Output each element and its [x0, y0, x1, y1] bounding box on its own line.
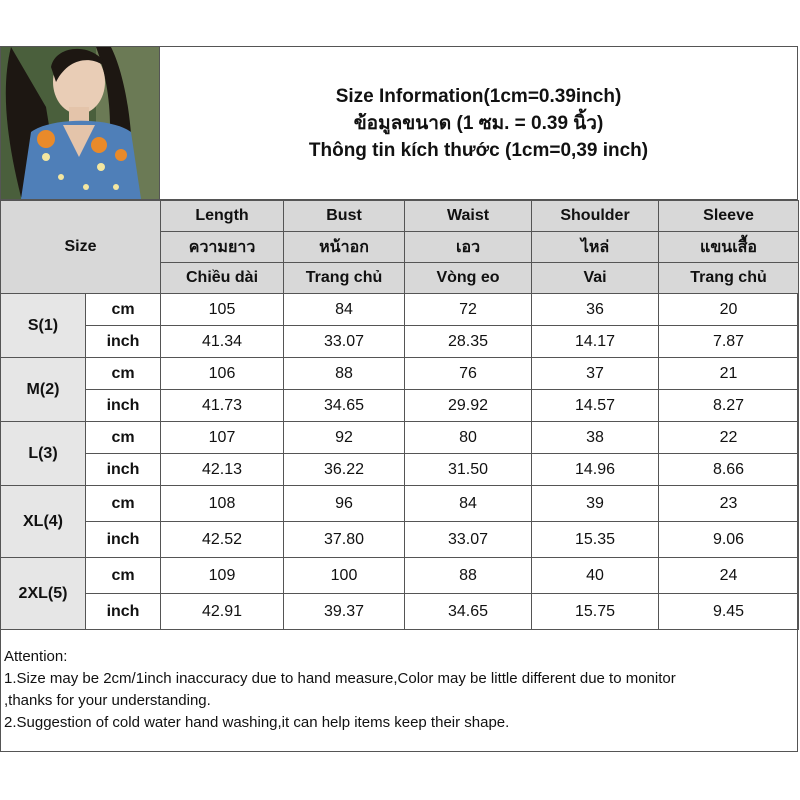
cell-sleeve-cm: 24: [659, 558, 799, 594]
col-length-th: ความยาว: [161, 232, 284, 263]
product-photo: [1, 47, 160, 200]
cell-shoulder-cm: 36: [532, 294, 659, 326]
size-label: XL(4): [1, 486, 86, 558]
attention-title: Attention:: [4, 648, 68, 665]
cell-waist-inch: 28.35: [405, 326, 532, 358]
col-sleeve-vi: Trang chủ: [659, 263, 799, 294]
cell-bust-cm: 96: [284, 486, 405, 522]
table-row: [1, 294, 799, 326]
unit-cm: cm: [86, 486, 161, 522]
unit-inch: inch: [86, 594, 161, 630]
cell-bust-inch: 34.65: [284, 390, 405, 422]
cell-length-cm: 106: [161, 358, 284, 390]
cell-shoulder-cm: 39: [532, 486, 659, 522]
unit-cm: cm: [86, 558, 161, 594]
cell-waist-inch: 31.50: [405, 454, 532, 486]
cell-bust-cm: 92: [284, 422, 405, 454]
cell-waist-inch: 29.92: [405, 390, 532, 422]
cell-sleeve-inch: 7.87: [659, 326, 799, 358]
col-bust-vi: Trang chủ: [284, 263, 405, 294]
cell-length-inch: 42.91: [161, 594, 284, 630]
cell-sleeve-cm: 21: [659, 358, 799, 390]
col-waist-en: Waist: [405, 201, 532, 232]
cell-sleeve-inch: 8.66: [659, 454, 799, 486]
unit-cm: cm: [86, 294, 161, 326]
note-line-2: ,thanks for your understanding.: [4, 692, 211, 709]
cell-bust-inch: 37.80: [284, 522, 405, 558]
cell-shoulder-inch: 14.17: [532, 326, 659, 358]
cell-length-inch: 41.73: [161, 390, 284, 422]
cell-sleeve-cm: 22: [659, 422, 799, 454]
cell-waist-cm: 80: [405, 422, 532, 454]
cell-bust-cm: 88: [284, 358, 405, 390]
cell-bust-cm: 100: [284, 558, 405, 594]
col-sleeve-en: Sleeve: [659, 201, 799, 232]
unit-inch: inch: [86, 326, 161, 358]
cell-length-inch: 42.13: [161, 454, 284, 486]
table-row: [1, 594, 799, 630]
attention-notes: [4, 646, 796, 734]
size-info-vietnamese: Thông tin kích thước (1cm=0,39 inch): [308, 139, 649, 161]
size-info-english: Size Information(1cm=0.39inch): [335, 85, 622, 107]
unit-inch: inch: [86, 454, 161, 486]
cell-shoulder-cm: 38: [532, 422, 659, 454]
table-row: [1, 558, 799, 594]
table-row: [1, 522, 799, 558]
cell-shoulder-cm: 37: [532, 358, 659, 390]
unit-inch: inch: [86, 522, 161, 558]
cell-length-cm: 105: [161, 294, 284, 326]
cell-shoulder-inch: 14.96: [532, 454, 659, 486]
table-row: [1, 358, 799, 390]
table-row: [1, 454, 799, 486]
cell-length-inch: 42.52: [161, 522, 284, 558]
col-waist-th: เอว: [405, 232, 532, 263]
cell-sleeve-inch: 8.27: [659, 390, 799, 422]
table-row: [1, 326, 799, 358]
cell-waist-cm: 84: [405, 486, 532, 522]
cell-waist-cm: 76: [405, 358, 532, 390]
header-row-english: [1, 201, 799, 232]
cell-waist-cm: 72: [405, 294, 532, 326]
col-shoulder-en: Shoulder: [532, 201, 659, 232]
cell-sleeve-inch: 9.45: [659, 594, 799, 630]
cell-waist-cm: 88: [405, 558, 532, 594]
size-label: S(1): [1, 294, 86, 358]
col-bust-en: Bust: [284, 201, 405, 232]
cell-sleeve-inch: 9.06: [659, 522, 799, 558]
col-length-vi: Chiều dài: [161, 263, 284, 294]
cell-sleeve-cm: 20: [659, 294, 799, 326]
unit-cm: cm: [86, 358, 161, 390]
col-shoulder-th: ไหล่: [532, 232, 659, 263]
note-line-3: 2.Suggestion of cold water hand washing,it can help items keep their shape.: [4, 714, 510, 731]
unit-cm: cm: [86, 422, 161, 454]
cell-length-cm: 109: [161, 558, 284, 594]
col-shoulder-vi: Vai: [532, 263, 659, 294]
size-table: [0, 200, 799, 630]
cell-sleeve-cm: 23: [659, 486, 799, 522]
table-row: [1, 390, 799, 422]
cell-shoulder-inch: 15.75: [532, 594, 659, 630]
cell-length-cm: 107: [161, 422, 284, 454]
col-bust-th: หน้าอก: [284, 232, 405, 263]
unit-inch: inch: [86, 390, 161, 422]
cell-length-inch: 41.34: [161, 326, 284, 358]
cell-bust-inch: 36.22: [284, 454, 405, 486]
cell-bust-cm: 84: [284, 294, 405, 326]
size-column-title: Size: [1, 201, 161, 294]
cell-bust-inch: 33.07: [284, 326, 405, 358]
cell-shoulder-inch: 14.57: [532, 390, 659, 422]
cell-shoulder-inch: 15.35: [532, 522, 659, 558]
size-info-thai: ข้อมูลขนาด (1 ซม. = 0.39 นิ้ว): [353, 112, 604, 134]
col-sleeve-th: แขนเสื้อ: [659, 232, 799, 263]
cell-bust-inch: 39.37: [284, 594, 405, 630]
cell-length-cm: 108: [161, 486, 284, 522]
col-waist-vi: Vòng eo: [405, 263, 532, 294]
cell-shoulder-cm: 40: [532, 558, 659, 594]
note-line-1: 1.Size may be 2cm/1inch inaccuracy due to hand measure,Color may be little different due to monitor: [4, 670, 676, 687]
size-info-header: [160, 47, 797, 200]
size-label: M(2): [1, 358, 86, 422]
table-row: [1, 422, 799, 454]
col-length-en: Length: [161, 201, 284, 232]
cell-waist-inch: 34.65: [405, 594, 532, 630]
cell-waist-inch: 33.07: [405, 522, 532, 558]
size-label: L(3): [1, 422, 86, 486]
size-label: 2XL(5): [1, 558, 86, 630]
table-row: [1, 486, 799, 522]
